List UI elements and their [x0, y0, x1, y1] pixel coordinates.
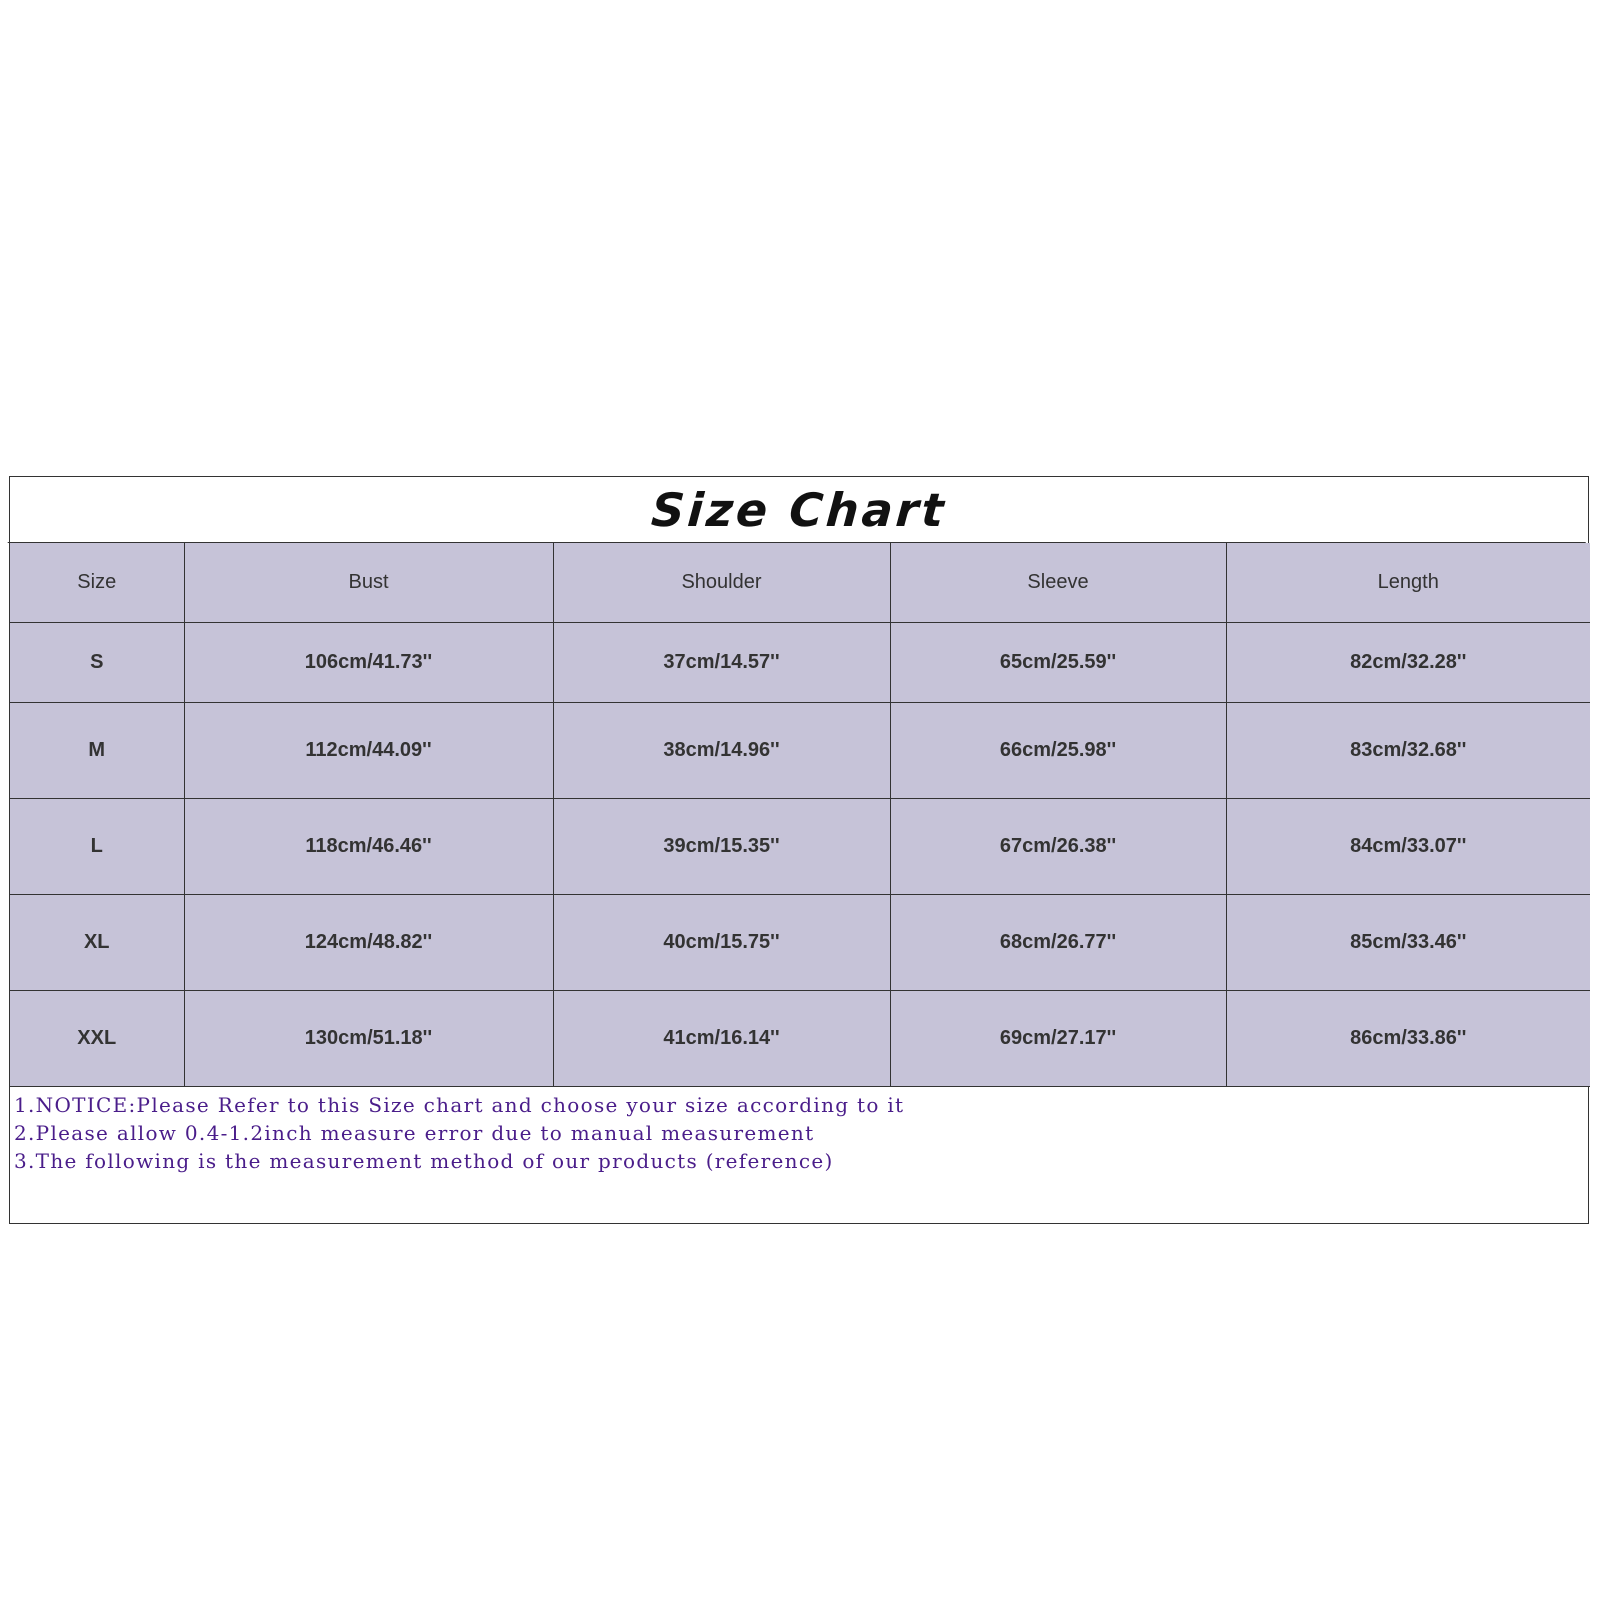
- header-size: Size: [10, 543, 184, 623]
- cell-bust: 112cm/44.09'': [184, 703, 553, 799]
- cell-size: XL: [10, 895, 184, 991]
- cell-shoulder: 39cm/15.35'': [553, 799, 890, 895]
- cell-bust: 124cm/48.82'': [184, 895, 553, 991]
- header-row: [10, 543, 1590, 623]
- notes: [10, 1087, 1588, 1175]
- cell-bust: 118cm/46.46'': [184, 799, 553, 895]
- cell-sleeve: 65cm/25.59'': [890, 623, 1226, 703]
- cell-sleeve: 67cm/26.38'': [890, 799, 1226, 895]
- header-bust: Bust: [184, 543, 553, 623]
- cell-length: 84cm/33.07'': [1226, 799, 1590, 895]
- table-row: [10, 703, 1590, 799]
- header-shoulder: Shoulder: [553, 543, 890, 623]
- cell-sleeve: 66cm/25.98'': [890, 703, 1226, 799]
- cell-length: 83cm/32.68'': [1226, 703, 1590, 799]
- cell-sleeve: 69cm/27.17'': [890, 991, 1226, 1087]
- cell-bust: 130cm/51.18'': [184, 991, 553, 1087]
- header-sleeve: Sleeve: [890, 543, 1226, 623]
- cell-shoulder: 37cm/14.57'': [553, 623, 890, 703]
- chart-title: Size Chart: [8, 477, 1591, 543]
- cell-size: L: [10, 799, 184, 895]
- size-chart: [9, 476, 1589, 1224]
- cell-size: XXL: [10, 991, 184, 1087]
- table-row: [10, 623, 1590, 703]
- table-row: [10, 991, 1590, 1087]
- table-row: [10, 895, 1590, 991]
- cell-size: M: [10, 703, 184, 799]
- cell-length: 82cm/32.28'': [1226, 623, 1590, 703]
- cell-shoulder: 40cm/15.75'': [553, 895, 890, 991]
- cell-shoulder: 41cm/16.14'': [553, 991, 890, 1087]
- note-line: 2.Please allow 0.4-1.2inch measure error due to manual measurement: [14, 1121, 815, 1145]
- cell-length: 85cm/33.46'': [1226, 895, 1590, 991]
- cell-size: S: [10, 623, 184, 703]
- size-table: [10, 543, 1590, 1087]
- table-row: [10, 799, 1590, 895]
- header-length: Length: [1226, 543, 1590, 623]
- note-line: 1.NOTICE:Please Refer to this Size chart and choose your size according to it: [14, 1093, 905, 1117]
- cell-shoulder: 38cm/14.96'': [553, 703, 890, 799]
- note-line: 3.The following is the measurement method of our products (reference): [14, 1149, 834, 1173]
- cell-sleeve: 68cm/26.77'': [890, 895, 1226, 991]
- cell-length: 86cm/33.86'': [1226, 991, 1590, 1087]
- cell-bust: 106cm/41.73'': [184, 623, 553, 703]
